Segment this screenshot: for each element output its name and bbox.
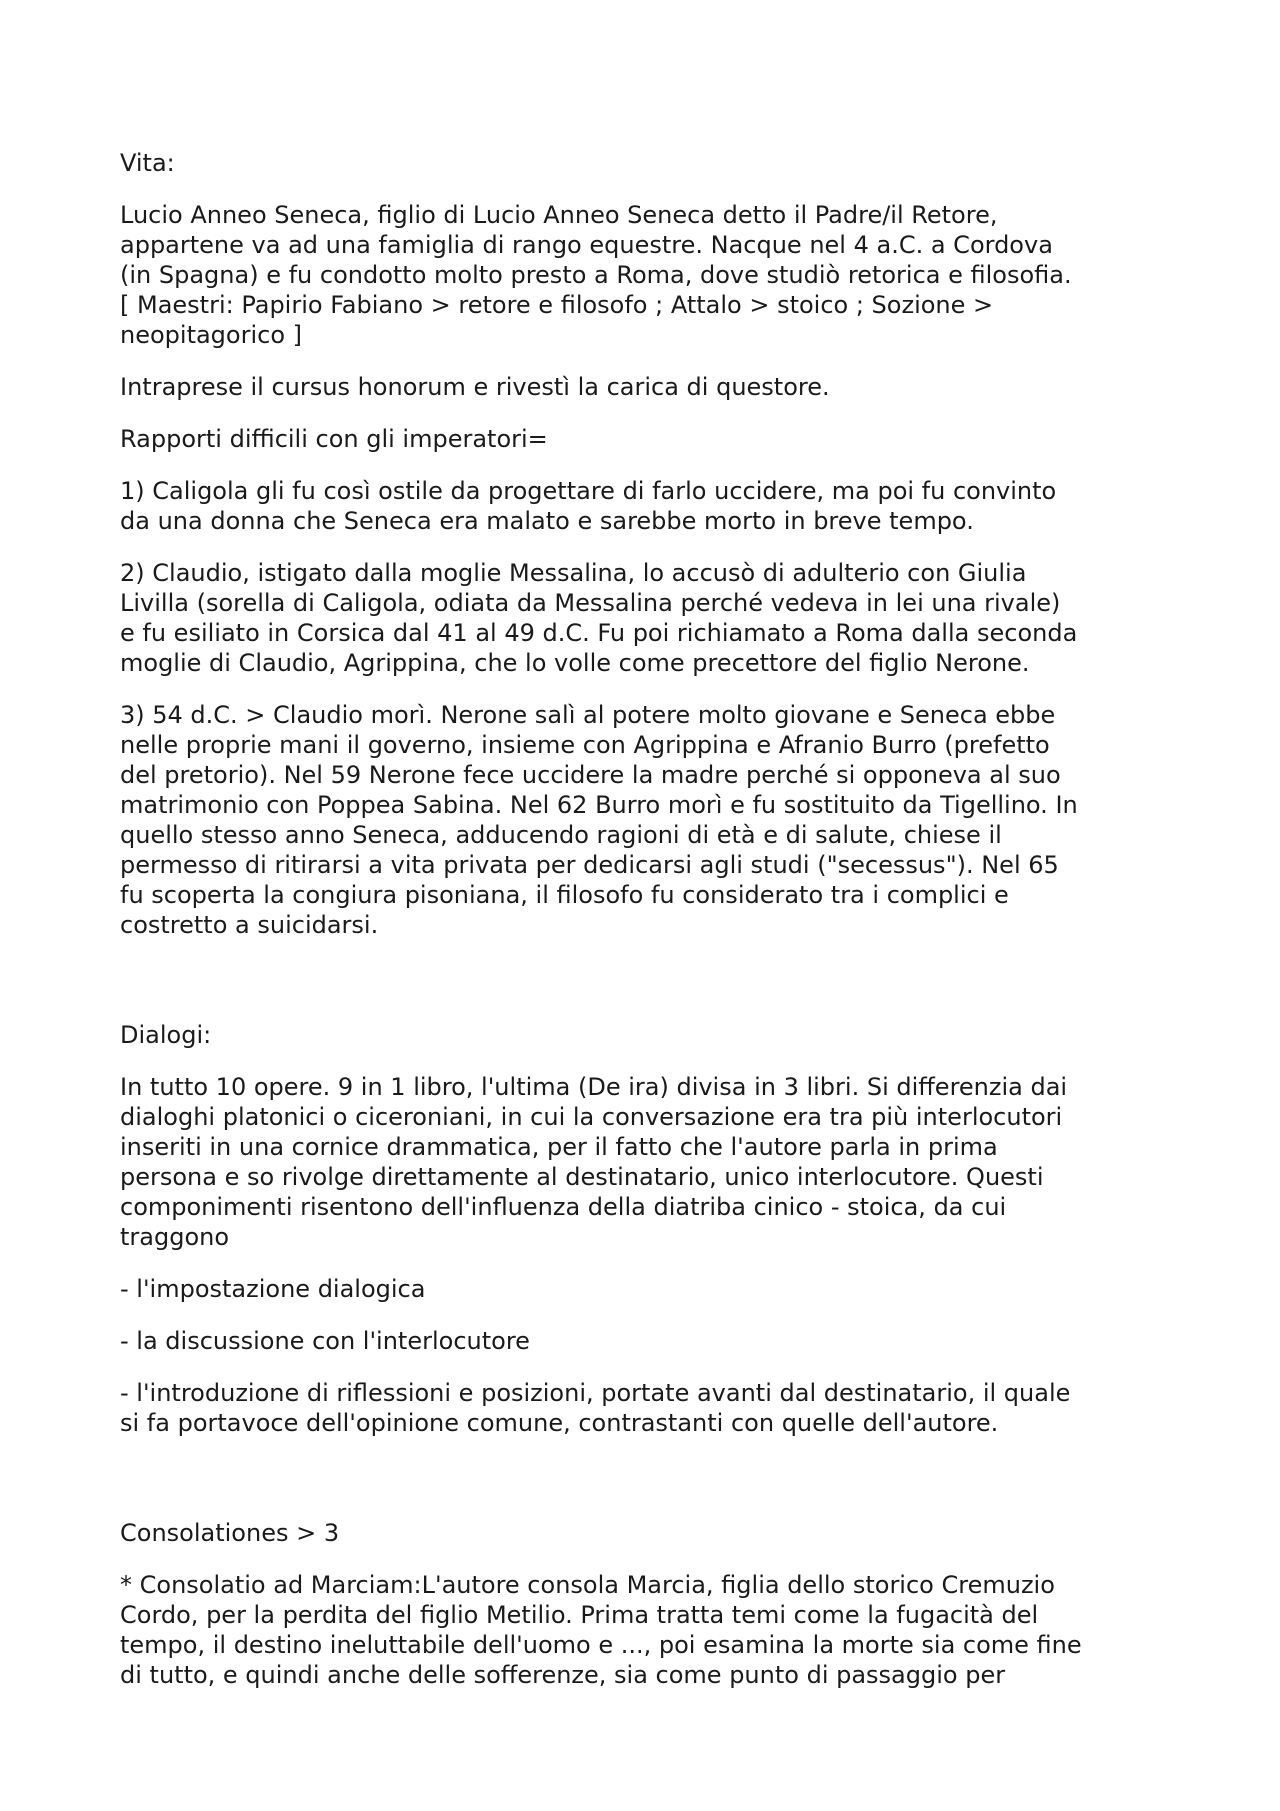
- paragraph-rapporti: Rapporti difficili con gli imperatori=: [120, 425, 548, 453]
- section-heading-vita: Vita:: [120, 149, 175, 177]
- list-item-impostazione: - l'impostazione dialogica: [120, 1275, 426, 1303]
- list-item-introduzione: - l'introduzione di riflessioni e posizioni, portate avanti dal destinatario, il quale si fa portavoce dell'opinione comune, contrastanti con quelle dell'autore.: [120, 1379, 1071, 1437]
- list-item-discussione: - la discussione con l'interlocutore: [120, 1327, 530, 1355]
- section-spacer: [120, 962, 1170, 1020]
- paragraph-claudio: 2) Claudio, istigato dalla moglie Messalina, lo accusò di adulterio con Giulia Livilla (sorella di Caligola, odiata da Messalina perché vedeva in lei una rivale) e fu esiliato in Corsica dal 41 al 49 d.C. Fu poi richiamato a Roma dalla seconda moglie di Claudio, Agrippina, che lo volle come precettore del figlio Nerone.: [120, 559, 1078, 677]
- paragraph-cursus-honorum: Intraprese il cursus honorum e rivestì la carica di questore.: [120, 373, 830, 401]
- paragraph-dialogi-intro: In tutto 10 opere. 9 in 1 libro, l'ultima (De ira) divisa in 3 libri. Si differenzia dai dialoghi platonici o ciceroniani, in cui la conversazione era tra più interlocutori inseriti in una cornice drammatica, per il fatto che l'autore parla in prima persona e so rivolge direttamente al destinatario, unico interlocutore. Questi componimenti risentono dell'influenza della diatriba cinico - stoica, da cui traggono: [120, 1073, 1068, 1251]
- document-page: [120, 148, 1170, 1712]
- paragraph-consolatio-marciam: * Consolatio ad Marciam:L'autore consola Marcia, figlia dello storico Cremuzio Cordo, per la perdita del figlio Metilio. Prima tratta temi come la fugacità del tempo, il destino ineluttabile dell'uomo e ..., poi esamina la morte sia come fine di tutto, e quindi anche delle sofferenze, sia come punto di passaggio per: [120, 1571, 1082, 1689]
- section-heading-consolationes: Consolationes > 3: [120, 1519, 340, 1547]
- paragraph-caligola: 1) Caligola gli fu così ostile da progettare di farlo uccidere, ma poi fu convinto da una donna che Seneca era malato e sarebbe morto in breve tempo.: [120, 477, 1057, 535]
- section-spacer: [120, 1460, 1170, 1518]
- paragraph-vita-intro: Lucio Anneo Seneca, figlio di Lucio Anneo Seneca detto il Padre/il Retore, appartene va ad una famiglia di rango equestre. Nacque nel 4 a.C. a Cordova (in Spagna) e fu condotto molto presto a Roma, dove studiò retorica e filosofia. [ Maestri: Papirio Fabiano > retore e filosofo ; Attalo > stoico ; Sozione > neopitagorico ]: [120, 201, 1072, 349]
- section-heading-dialogi: Dialogi:: [120, 1021, 212, 1049]
- paragraph-nerone: 3) 54 d.C. > Claudio morì. Nerone salì al potere molto giovane e Seneca ebbe nelle proprie mani il governo, insieme con Agrippina e Afranio Burro (prefetto del pretorio). Nel 59 Nerone fece uccidere la madre perché si opponeva al suo matrimonio con Poppea Sabina. Nel 62 Burro morì e fu sostituito da Tigellino. In quello stesso anno Seneca, adducendo ragioni di età e di salute, chiese il permesso di ritirarsi a vita privata per dedicarsi agli studi ("secessus"). Nel 65 fu scoperta la congiura pisoniana, il filosofo fu considerato tra i complici e costretto a suicidarsi.: [120, 701, 1078, 939]
